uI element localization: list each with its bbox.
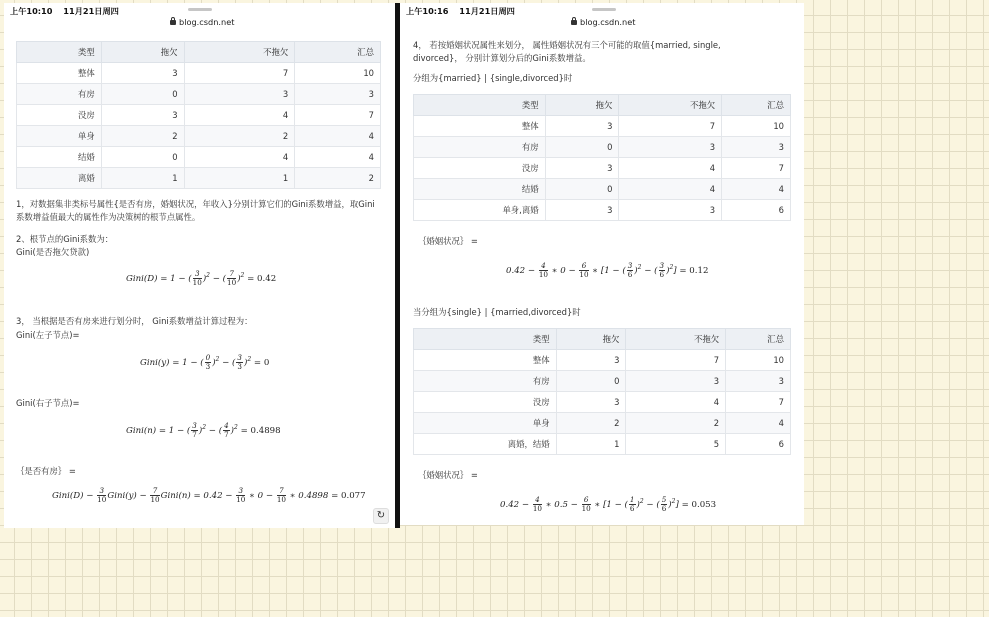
grabber-handle[interactable] [592,8,616,11]
table-cell: 7 [722,158,791,179]
table-cell: 2 [556,413,626,434]
table-header-cell: 类型 [414,329,557,350]
formula-gini-n: Gini(n) = 1 − ( $\frac{3}{7}$ )$^2$ − ( $\frac{4}{7}$ )$^2$ = 0.4898 [126,420,281,439]
table-cell: 没房 [414,158,546,179]
table-row [414,350,791,371]
table-cell: 1 [556,434,626,455]
table-row [414,116,791,137]
table-cell: 3 [101,63,184,84]
table-cell: 3 [295,84,381,105]
formula-marital-1: 0.42 − $\frac{4}{10}$ ∗ 0 − $\frac{6}{10}$ ∗ [1 − ( $\frac{3}{6}$ )$^2$ − ( $\frac{3}{6}$ )$^2$] = 0.12 [506,260,709,279]
table-cell: 没房 [414,392,557,413]
table-row [17,126,381,147]
formula-gini-y: Gini(y) = 1 − ( $\frac{0}{3}$ )$^2$ − ( $\frac{3}{3}$ )$^2$ = 0 [140,352,270,371]
lock-icon [571,20,577,25]
table-cell: 4 [626,392,726,413]
table-cell: 3 [722,137,791,158]
table-header-cell: 汇总 [722,95,791,116]
table-cell: 4 [619,158,722,179]
table-cell: 有房 [414,137,546,158]
table-row [17,84,381,105]
table-row [17,105,381,126]
table-cell: 2 [295,168,381,189]
formula-marital-2: 0.42 − $\frac{4}{10}$ ∗ 0.5 − $\frac{6}{10}$ ∗ [1 − ( $\frac{1}{6}$ )$^2$ − ( $\frac{5}{6}$ )$^2$] = 0.053 [500,494,717,513]
table-cell: 7 [619,116,722,137]
grabber-handle[interactable] [188,8,212,11]
grouping-1-title: 分组为{married} | {single,divorced}时 [413,73,573,83]
table-cell: 4 [619,179,722,200]
table-cell: 离婚，结婚 [414,434,557,455]
table-header-cell: 类型 [17,42,102,63]
address-bar[interactable] [170,17,234,27]
marital-status-label-2: ｛婚姻状况｝ = [418,470,478,480]
table-cell: 0 [545,137,619,158]
paragraph-3-gain-label: ｛是否有房｝ = [16,466,76,476]
table-cell: 2 [626,413,726,434]
table-cell: 2 [101,126,184,147]
table-header-cell: 不拖欠 [184,42,295,63]
table-cell: 7 [626,350,726,371]
marital-status-label-1: ｛婚姻状况｝ = [418,236,478,246]
table-cell: 1 [184,168,295,189]
table-cell: 单身,离婚 [414,200,546,221]
table-row [17,63,381,84]
url-text: blog.csdn.net [580,17,636,27]
data-table-1 [413,94,791,221]
right-screenshot [400,3,804,525]
table-cell: 5 [626,434,726,455]
page-content [4,33,395,528]
table-cell: 3 [545,116,619,137]
status-time: 上午10:10 [10,6,53,16]
table-cell: 4 [722,179,791,200]
paragraph-2-subtitle: Gini(是否拖欠贷款) [16,247,90,257]
grouping-2-title: 当分组为{single} | {married,divorced}时 [413,307,581,317]
paragraph-1: 1，对数据集非类标号属性{是否有房，婚姻状况，年收入}分别计算它们的Gini系数增益，取Gini系数增益值最大的属性作为决策树的根节点属性。 [16,199,375,222]
table-cell: 整体 [414,350,557,371]
table-header-cell: 不拖欠 [626,329,726,350]
url-text: blog.csdn.net [179,17,235,27]
table-cell: 3 [545,158,619,179]
table-header-cell: 拖欠 [556,329,626,350]
table-cell: 7 [726,392,791,413]
left-screenshot [4,3,395,528]
table-row [414,413,791,434]
table-cell: 10 [722,116,791,137]
formula-gini-d: Gini(D) = 1 − ( $\frac{3}{10}$ )$^2$ − ( $\frac{7}{10}$ )$^2$ = 0.42 [126,268,277,287]
table-row [414,371,791,392]
table-cell: 10 [726,350,791,371]
table-cell: 3 [101,105,184,126]
table-cell: 2 [184,126,295,147]
table-row [414,200,791,221]
table-header-cell: 汇总 [295,42,381,63]
paragraph-2-title: 2、根节点的Gini系数为： [16,234,114,244]
data-table [16,41,381,189]
paragraph-4: 4， 若按婚姻状况属性来划分， 属性婚姻状况有三个可能的取值{married, single, divorced}， 分别计算划分后的Gini系数增益。 [413,40,721,63]
formula-gain: Gini(D) − $\frac{3}{10}$ Gini(y) − $\frac{7}{10}$ Gini(n) = 0.42 − $\frac{3}{10}$ ∗ 0 − $\frac{7}{10}$ ∗ 0.4898 = 0.077 [52,486,366,504]
status-time: 上午10:16 [406,6,449,16]
page-content [400,33,804,525]
lock-icon [170,20,176,25]
table-cell: 3 [556,350,626,371]
table-cell: 整体 [414,116,546,137]
table-cell: 3 [619,137,722,158]
table-cell: 3 [556,392,626,413]
table-cell: 结婚 [414,179,546,200]
table-cell: 10 [295,63,381,84]
table-cell: 有房 [17,84,102,105]
table-row [414,179,791,200]
table-cell: 7 [295,105,381,126]
table-cell: 3 [626,371,726,392]
table-row [17,147,381,168]
table-cell: 单身 [414,413,557,434]
table-cell: 0 [545,179,619,200]
table-cell: 6 [726,434,791,455]
table-cell: 结婚 [17,147,102,168]
table-cell: 3 [619,200,722,221]
table-cell: 4 [295,126,381,147]
table-row [414,137,791,158]
status-date: 11月21日周四 [459,6,515,16]
status-bar [406,6,523,17]
table-cell: 有房 [414,371,557,392]
table-cell: 4 [184,105,295,126]
data-table-2 [413,328,791,455]
address-bar[interactable] [571,17,635,27]
table-cell: 6 [722,200,791,221]
table-cell: 4 [295,147,381,168]
paragraph-3-right-node: Gini(右子节点)= [16,398,80,408]
paragraph-3-title: 3， 当根据是否有房来进行划分时， Gini系数增益计算过程为： [16,316,253,326]
table-header-cell: 不拖欠 [619,95,722,116]
table-header-cell: 汇总 [726,329,791,350]
table-row [414,392,791,413]
table-header-cell: 拖欠 [101,42,184,63]
table-cell: 0 [101,147,184,168]
table-cell: 没房 [17,105,102,126]
table-row [414,434,791,455]
status-bar [10,6,127,17]
table-cell: 3 [726,371,791,392]
table-cell: 4 [726,413,791,434]
table-cell: 7 [184,63,295,84]
table-row [414,158,791,179]
table-cell: 4 [184,147,295,168]
status-date: 11月21日周四 [63,6,119,16]
table-header-cell: 拖欠 [545,95,619,116]
table-cell: 3 [184,84,295,105]
paragraph-3-left-node: Gini(左子节点)= [16,330,80,340]
table-cell: 单身 [17,126,102,147]
table-cell: 离婚 [17,168,102,189]
table-header-cell: 类型 [414,95,546,116]
table-cell: 1 [101,168,184,189]
table-cell: 3 [545,200,619,221]
table-row [17,168,381,189]
table-cell: 整体 [17,63,102,84]
table-cell: 0 [556,371,626,392]
refresh-icon[interactable]: ↻ [373,508,389,524]
table-cell: 0 [101,84,184,105]
